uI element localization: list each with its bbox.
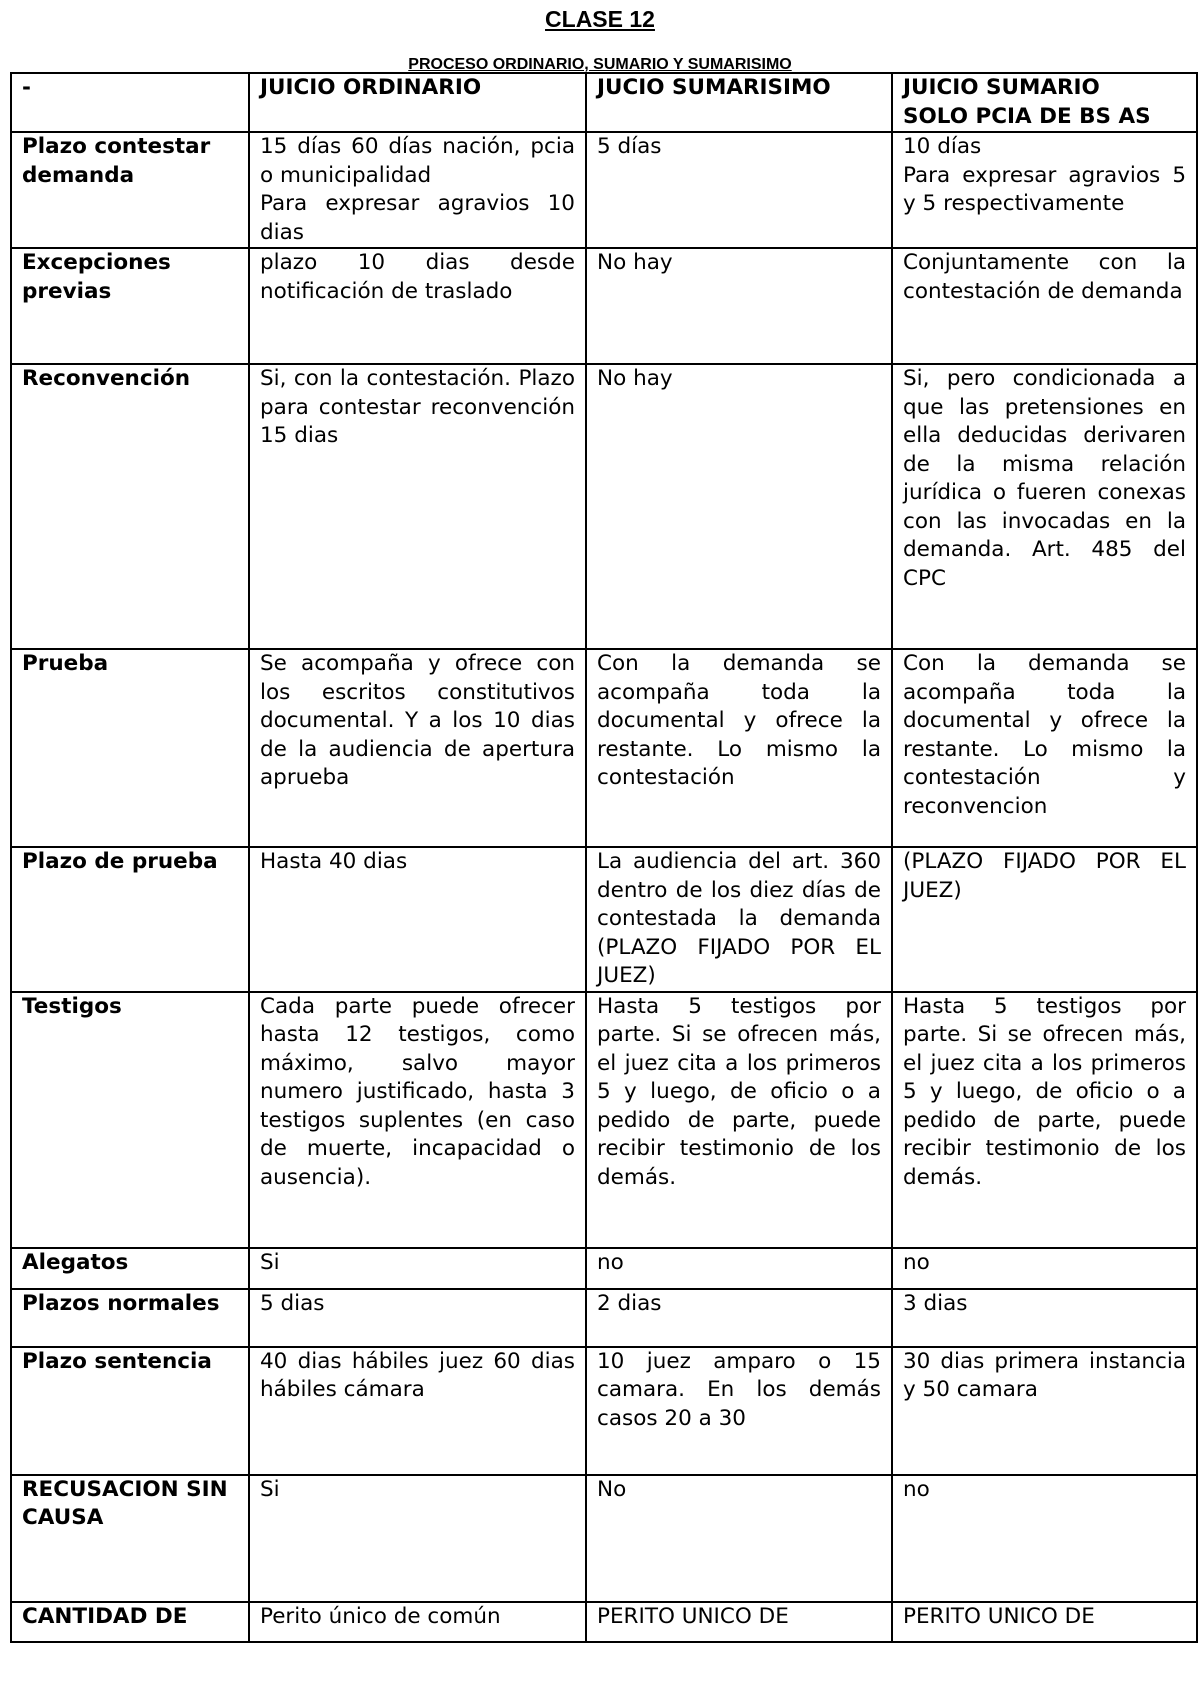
row-label: Alegatos	[11, 1248, 249, 1289]
cell-sumario: Hasta 5 testigos por parte. Si se ofrecen más, el juez cita a los primeros 5 y luego, de oficio o a pedido de parte, puede recibir testimonio de los demás.	[892, 992, 1197, 1248]
cell-sumario: Si, pero condicionada a que las pretensiones en ella deducidas derivaren de la misma relación jurídica o fueren conexas con las invocadas en la demanda. Art. 485 del CPC	[892, 364, 1197, 649]
cell-sumarisimo: 5 días	[586, 132, 892, 248]
cell-sumarisimo: No hay	[586, 364, 892, 649]
row-label: CANTIDAD DE	[11, 1602, 249, 1642]
table-row	[11, 1248, 1197, 1289]
row-label: Testigos	[11, 992, 249, 1248]
table-row	[11, 1475, 1197, 1602]
cell-sumario: no	[892, 1475, 1197, 1602]
cell-ordinario: plazo 10 dias desde notificación de traslado	[249, 248, 586, 364]
row-label: Plazo sentencia	[11, 1347, 249, 1475]
row-label: Prueba	[11, 649, 249, 847]
cell-sumario: (PLAZO FIJADO POR EL JUEZ)	[892, 847, 1197, 992]
row-label: Plazo de prueba	[11, 847, 249, 992]
cell-sumarisimo: No	[586, 1475, 892, 1602]
cell-ordinario: 5 dias	[249, 1289, 586, 1347]
document-subtitle: PROCESO ORDINARIO, SUMARIO Y SUMARISIMO	[408, 56, 792, 73]
table-row	[11, 364, 1197, 649]
cell-ordinario: Hasta 40 dias	[249, 847, 586, 992]
cell-sumarisimo: No hay	[586, 248, 892, 364]
table-row	[11, 1602, 1197, 1642]
cell-sumarisimo: Hasta 5 testigos por parte. Si se ofrecen más, el juez cita a los primeros 5 y luego, de oficio o a pedido de parte, puede recibir testimonio de los demás.	[586, 992, 892, 1248]
row-label: Reconvención	[11, 364, 249, 649]
row-label: Excepciones previas	[11, 248, 249, 364]
cell-sumario: Conjuntamente con la contestación de demanda	[892, 248, 1197, 364]
table-row	[11, 992, 1197, 1248]
cell-ordinario: Si, con la contestación. Plazo para contestar reconvención 15 dias	[249, 364, 586, 649]
cell-sumario: PERITO UNICO DE	[892, 1602, 1197, 1642]
cell-ordinario: Cada parte puede ofrecer hasta 12 testigos, como máximo, salvo mayor numero justificado, hasta 3 testigos suplentes (en caso de muerte, incapacidad o ausencia).	[249, 992, 586, 1248]
cell-ordinario: Si	[249, 1475, 586, 1602]
cell-sumario: no	[892, 1248, 1197, 1289]
table-row	[11, 1289, 1197, 1347]
row-label: RECUSACION SIN CAUSA	[11, 1475, 249, 1602]
header-sumarisimo: JUCIO SUMARISIMO	[586, 73, 892, 132]
cell-ordinario: 40 dias hábiles juez 60 dias hábiles cámara	[249, 1347, 586, 1475]
row-label: Plazos normales	[11, 1289, 249, 1347]
table-row	[11, 1347, 1197, 1475]
cell-sumarisimo: PERITO UNICO DE	[586, 1602, 892, 1642]
cell-sumarisimo: no	[586, 1248, 892, 1289]
cell-ordinario: Si	[249, 1248, 586, 1289]
table-row	[11, 132, 1197, 248]
cell-ordinario: 15 días 60 días nación, pcia o municipalidad Para expresar agravios 10 dias	[249, 132, 586, 248]
cell-sumario: 10 días Para expresar agravios 5 y 5 respectivamente	[892, 132, 1197, 248]
comparison-table	[10, 72, 1198, 1643]
table-header-row	[11, 73, 1197, 132]
cell-sumarisimo: 2 dias	[586, 1289, 892, 1347]
table-row	[11, 649, 1197, 847]
cell-sumario: 3 dias	[892, 1289, 1197, 1347]
table-row	[11, 847, 1197, 992]
header-sumario: JUICIO SUMARIO SOLO PCIA DE BS AS	[892, 73, 1197, 132]
cell-ordinario: Se acompaña y ofrece con los escritos constitutivos documental. Y a los 10 dias de la audiencia de apertura aprueba	[249, 649, 586, 847]
cell-sumario: 30 dias primera instancia y 50 camara	[892, 1347, 1197, 1475]
cell-sumarisimo: La audiencia del art. 360 dentro de los diez días de contestada la demanda (PLAZO FIJADO POR EL JUEZ)	[586, 847, 892, 992]
cell-ordinario: Perito único de común	[249, 1602, 586, 1642]
cell-sumario: Con la demanda se acompaña toda la documental y ofrece la restante. Lo mismo la contestación y reconvencion	[892, 649, 1197, 847]
cell-sumarisimo: 10 juez amparo o 15 camara. En los demás casos 20 a 30	[586, 1347, 892, 1475]
row-label: Plazo contestar demanda	[11, 132, 249, 248]
document-title: CLASE 12	[545, 6, 655, 32]
header-corner-cell: -	[11, 73, 249, 132]
table-row	[11, 248, 1197, 364]
cell-sumarisimo: Con la demanda se acompaña toda la documental y ofrece la restante. Lo mismo la contestación	[586, 649, 892, 847]
header-ordinario: JUICIO ORDINARIO	[249, 73, 586, 132]
